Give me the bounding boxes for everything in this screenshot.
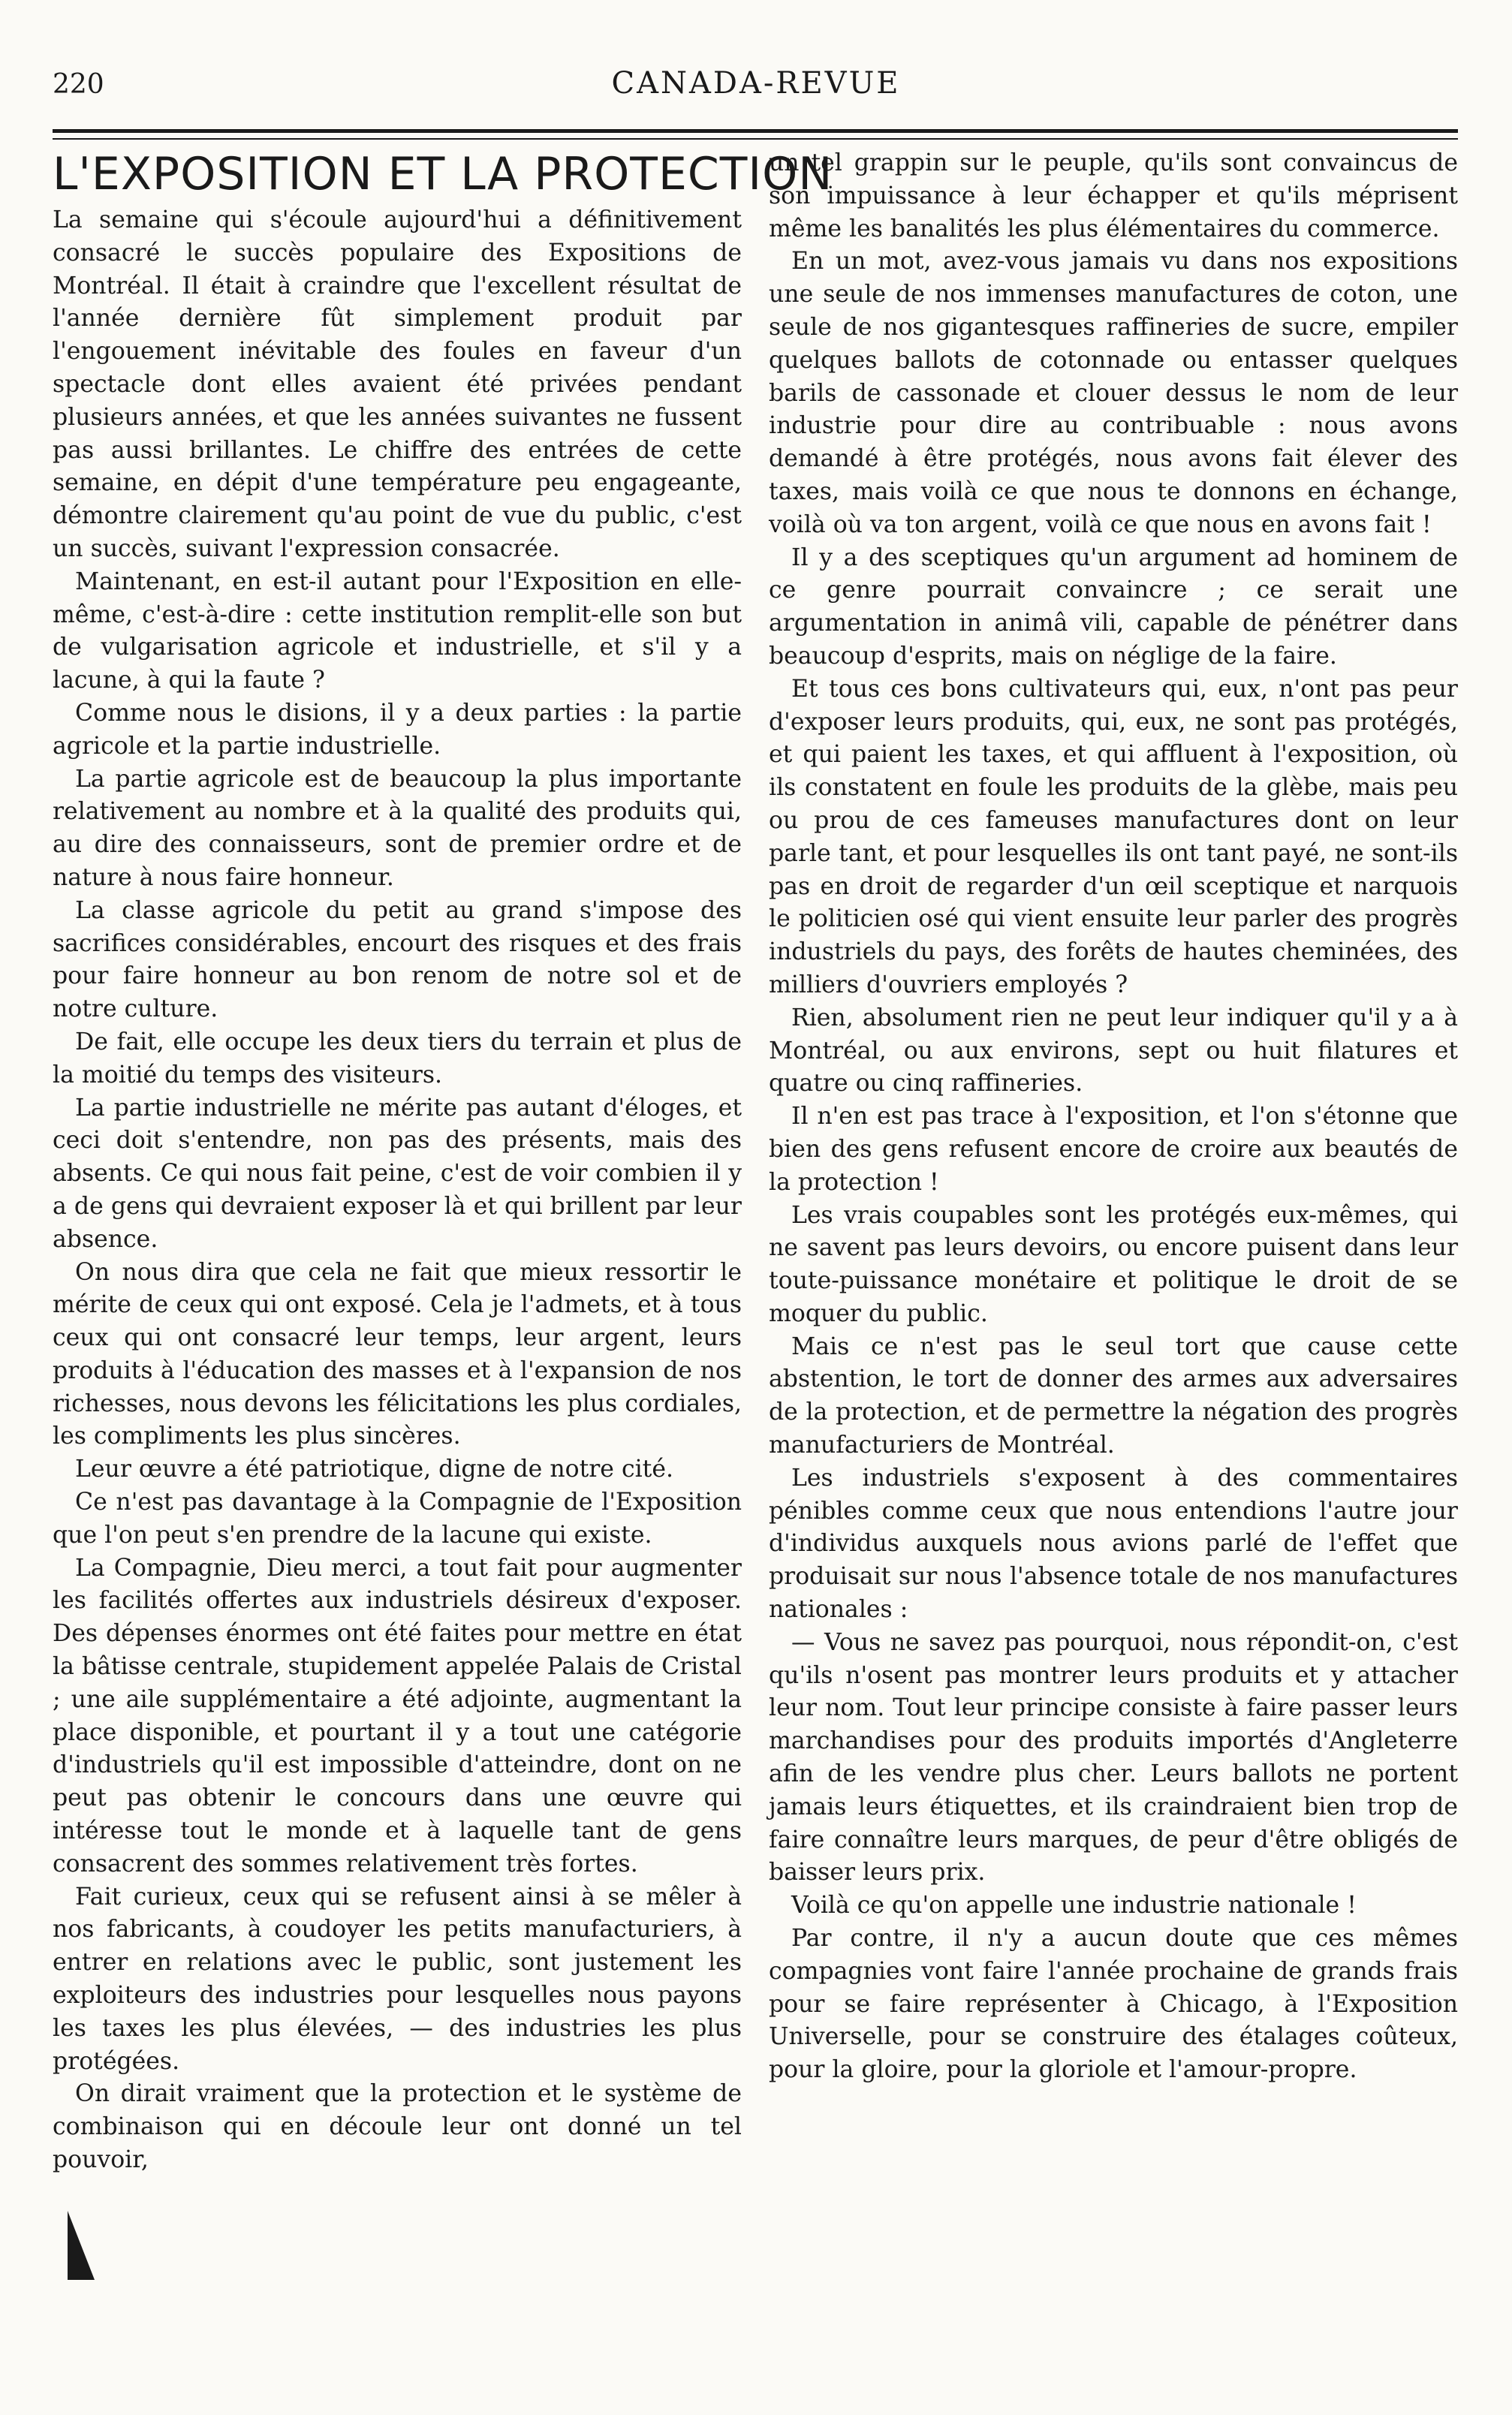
paragraph: Et tous ces bons cultivateurs qui, eux, n'ont pas peur d'exposer leurs produits, qui, eux, ne sont pas protégés, et qui paient les taxes, et qui affluent à l'exposition, où ils constatent en foule les produits de la glèbe, mais peu ou prou de ces fameuses manufactures dont on leur parle tant, et pour lesquelles ils ont tant payé, ne sont-ils pas en droit de regarder d'un œil sceptique et narquois le politicien osé qui vient ensuite leur parler des progrès industriels du pays, des forêts de hautes cheminées, des milliers d'ouvriers employés ? — [769, 675, 1458, 998]
paragraph: Comme nous le disions, il y a deux parties : la partie agricole et la partie industrielle. — [53, 699, 742, 760]
paragraph: Les industriels s'exposent à des commentaires pénibles comme ceux que nous entendions l'autre jour d'individus auxquels nous avions parlé de l'effet que produisait sur nous l'absence totale de nos manufactures nationales : — [769, 1464, 1458, 1624]
paragraph: Ce n'est pas davantage à la Compagnie de l'Exposition que l'on peut s'en prendre de la lacune qui existe. — [53, 1489, 742, 1549]
paragraph: Rien, absolument rien ne peut leur indiquer qu'il y a à Montréal, ou aux environs, sept ou huit filatures et quatre ou cinq raffineries. — [769, 1004, 1458, 1098]
paragraph: La classe agricole du petit au grand s'impose des sacrifices considérables, encourt des risques et des frais pour faire honneur au bon renom de notre sol et de notre culture. — [53, 896, 742, 1023]
paragraph: La semaine qui s'écoule aujourd'hui a définitivement consacré le succès populaire des Expositions de Montréal. Il était à craindre que l'excellent résultat de l'année dernière fût simplement produit par l'engouement inévitable des foules en faveur d'un spectacle dont elles avaient été privées pendant plusieurs années, et que les années suivantes ne fussent pas aussi brillantes. Le chiffre des entrées de cette semaine, en dépit d'une température peu engageante, démontre clairement qu'au point de vue du public, c'est un succès, suivant l'expression consacrée. — [53, 206, 742, 562]
paragraph: Il y a des sceptiques qu'un argument ad hominem de ce genre pourrait convaincre ; ce serait une argumentation in animâ vili, capable de pénétrer dans beaucoup d'esprits, mais on néglige de la faire. — [769, 544, 1458, 670]
paragraph: La partie agricole est de beaucoup la plus importante relativement au nombre et à la qualité des produits qui, au dire des connaisseurs, sont de premier ordre et de nature à nous faire honneur. — [53, 765, 742, 891]
paragraph: Voilà ce qu'on appelle une industrie nationale ! — [791, 1892, 1357, 1920]
paragraph: un tel grappin sur le peuple, qu'ils sont convaincus de son impuissance à leur échapper et qu'ils méprisent même les banalités les plus élémentaires du commerce. — [769, 149, 1458, 242]
header-rule-thick — [53, 129, 1458, 133]
paragraph: Il n'en est pas trace à l'exposition, et l'on s'étonne que bien des gens refusent encore de croire aux beautés de la protection ! — [769, 1103, 1458, 1196]
page-header — [0, 60, 1512, 113]
paragraph: Maintenant, en est-il autant pour l'Exposition en elle-même, c'est-à-dire : cette institution remplit-elle son but de vulgarisation agricole et industrielle, et s'il y a lacune, à qui la faute ? — [53, 568, 742, 694]
page-number: 220 — [53, 69, 104, 100]
paragraph: Les vrais coupables sont les protégés eux-mêmes, qui ne savent pas leurs devoirs, ou encore puisent dans leur toute-puissance monétaire et politique le droit de se moquer du public. — [769, 1201, 1458, 1327]
paragraph: Fait curieux, ceux qui se refusent ainsi à se mêler à nos fabricants, à coudoyer les petits manufacturiers, à entrer en relations avec le public, sont justement les exploiteurs des industries pour lesquelles nous payons les taxes les plus élevées, — des industries les plus protégées. — [53, 1883, 742, 2075]
paragraph: Mais ce n'est pas le seul tort que cause cette abstention, le tort de donner des armes aux adversaires de la protection, et de permettre la négation des progrès manufacturiers de Montréal. — [769, 1332, 1458, 1459]
paragraph: Par contre, il n'y a aucun doute que ces mêmes compagnies vont faire l'année prochaine de grands frais pour se faire représenter à Chicago, à l'Exposition Universelle, pour se construire des étalages coûteux, pour la gloire, pour la gloriole et l'amour-propre. — [769, 1925, 1458, 2084]
margin-mark — [68, 2211, 95, 2280]
paragraph: On dirait vraiment que la protection et le système de combinaison qui en découle leur ont donné un tel pouvoir, — [53, 2080, 742, 2174]
left-column — [53, 147, 833, 2177]
paragraph: La partie industrielle ne mérite pas autant d'éloges, et ceci doit s'entendre, non pas des présents, mais des absents. Ce qui nous fait peine, c'est de voir combien il y a de gens qui devraient exposer là et qui brillent par leur absence. — [53, 1094, 742, 1253]
running-title: CANADA-REVUE — [611, 66, 901, 101]
paragraph: La Compagnie, Dieu merci, a tout fait pour augmenter les facilités offertes aux industriels désireux d'exposer. Des dépenses énormes ont été faites pour mettre en état la bâtisse centrale, stupidement appelée Palais de Cristal ; une aile supplémentaire a été adjointe, augmentant la place disponible, et pourtant il y a tout une catégorie d'industriels qu'il est impossible d'atteindre, dont on ne peut pas obtenir le concours dans une œuvre qui intéresse tout le monde et à laquelle tant de gens consacrent des sommes relativement très fortes. — [53, 1554, 742, 1877]
header-rule-thin — [53, 138, 1458, 140]
article-title: L'EXPOSITION ET LA PROTECTION — [53, 148, 833, 200]
paragraph: En un mot, avez-vous jamais vu dans nos expositions une seule de nos immenses manufactures de coton, une seule de nos gigantesques raffineries de sucre, empiler quelques ballots de cotonnade ou entasser quelques barils de cassonade et clouer dessus le nom de leur industrie pour dire au contribuable : nous avons demandé à être protégés, nous avons fait élever des taxes, mais voilà ce que nous te donnons en échange, voilà où va ton argent, voilà ce que nous en avons fait ! — [769, 248, 1458, 538]
right-column — [769, 147, 1458, 2087]
paragraph: — Vous ne savez pas pourquoi, nous répondit-on, c'est qu'ils n'osent pas montrer leurs produits et y attacher leur nom. Tout leur principe consiste à faire passer leurs marchandises pour des produits importés d'Angleterre afin de les vendre plus cher. Leurs ballots ne portent jamais leurs étiquettes, et ils craindraient bien trop de faire connaître leurs marques, de peur d'être obligés de baisser leurs prix. — [769, 1628, 1458, 1887]
paragraph: De fait, elle occupe les deux tiers du terrain et plus de la moitié du temps des visiteurs. — [53, 1028, 742, 1089]
paragraph: Leur œuvre a été patriotique, digne de notre cité. — [75, 1456, 673, 1483]
paragraph: On nous dira que cela ne fait que mieux ressortir le mérite de ceux qui ont exposé. Cela je l'admets, et à tous ceux qui ont consacré leur temps, leur argent, leurs produits à l'éducation des masses et à l'expansion de nos richesses, nous devons les félicitations les plus cordiales, les compliments les plus sincères. — [53, 1258, 742, 1450]
